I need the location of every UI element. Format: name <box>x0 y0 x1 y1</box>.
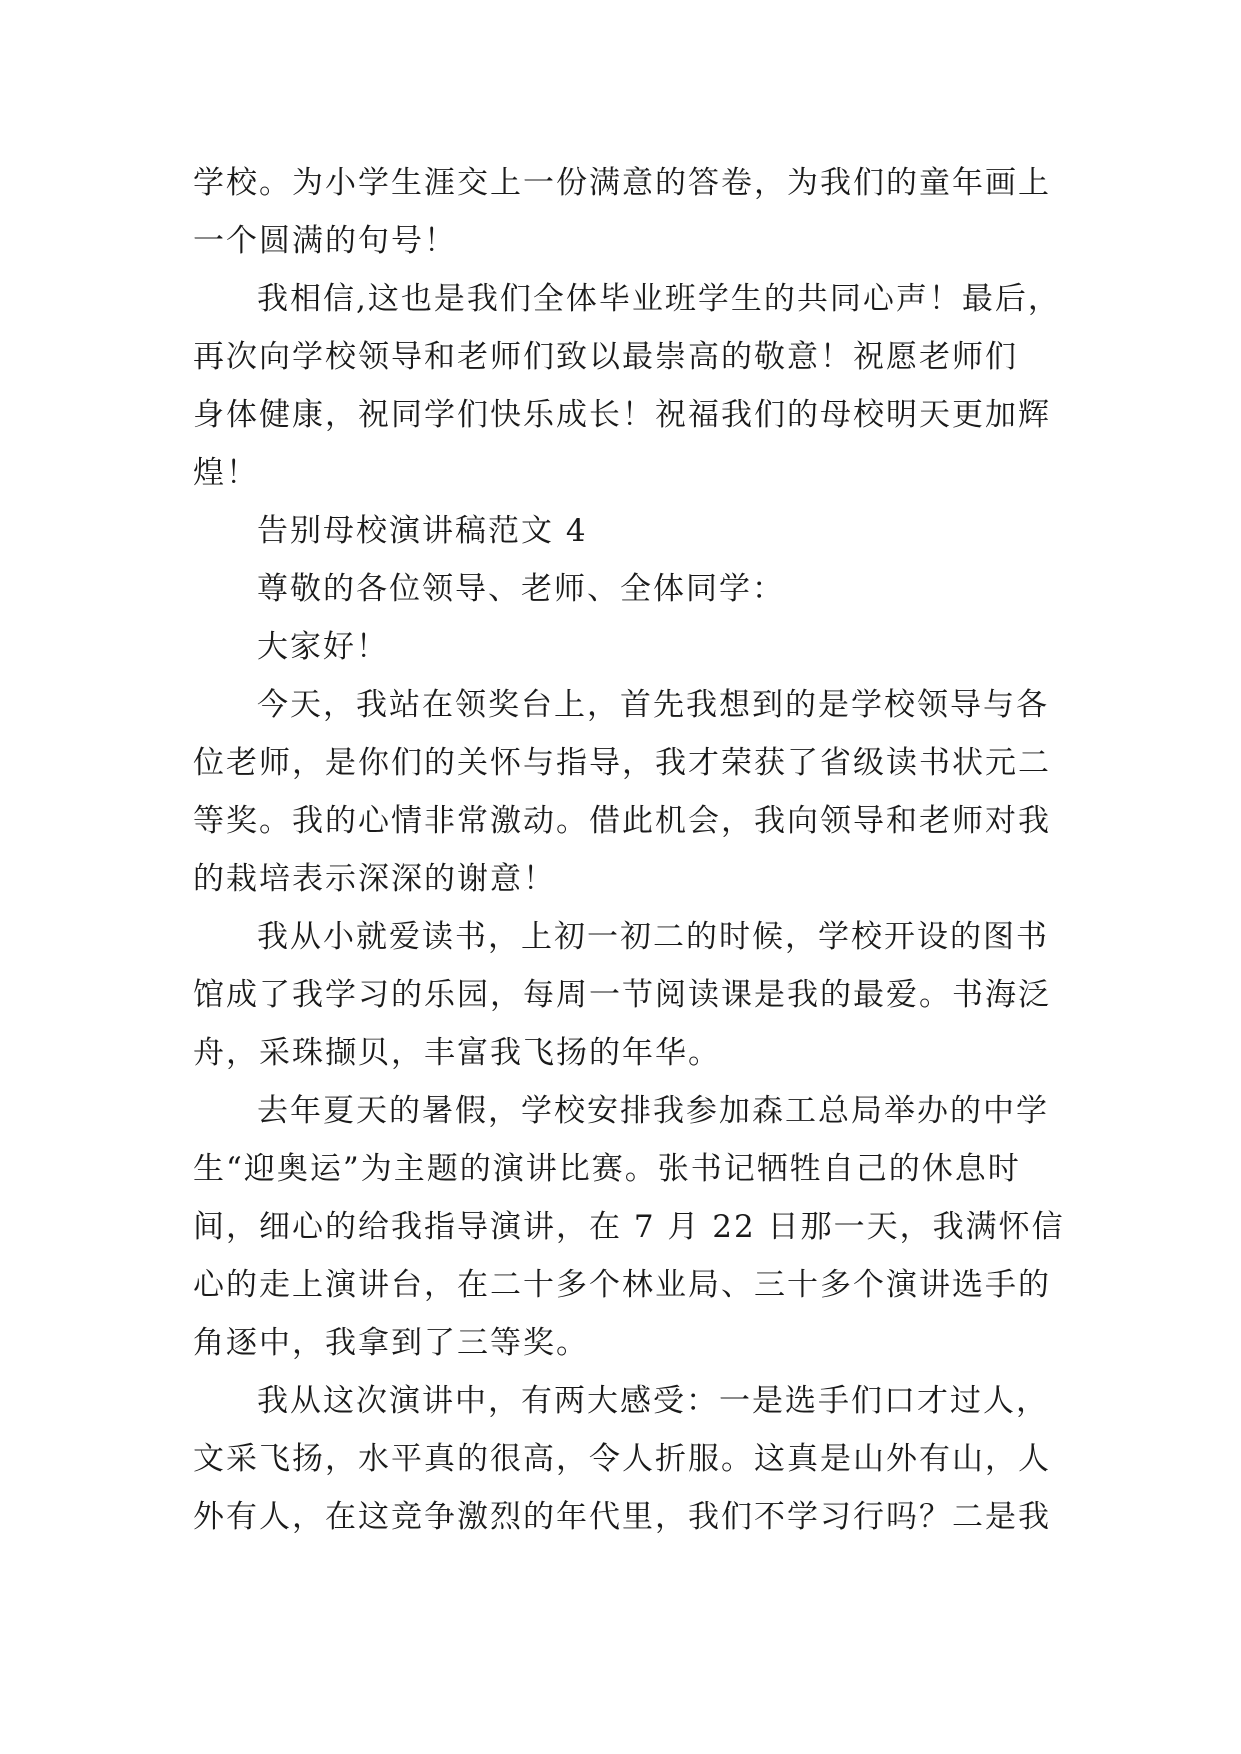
text-line: 外有人，在这竞争激烈的年代里，我们不学习行吗？二是我 <box>193 1499 1051 1535</box>
salutation: 尊敬的各位领导、老师、全体同学： <box>257 571 785 607</box>
document-body <box>193 154 1073 1546</box>
text-line: 煌！ <box>193 455 259 491</box>
text-line: 角逐中，我拿到了三等奖。 <box>193 1325 589 1361</box>
text-line: 舟，采珠撷贝，丰富我飞扬的年华。 <box>193 1035 721 1071</box>
text-line: 心的走上演讲台，在二十多个林业局、三十多个演讲选手的 <box>193 1267 1051 1303</box>
text-line: 学校。为小学生涯交上一份满意的答卷，为我们的童年画上 <box>193 165 1051 201</box>
text-line: 今天，我站在领奖台上，首先我想到的是学校领导与各 <box>257 687 1049 723</box>
section-heading: 告别母校演讲稿范文 4 <box>257 513 588 549</box>
text-line: 我从小就爱读书，上初一初二的时候，学校开设的图书 <box>257 919 1049 955</box>
text-line: 我从这次演讲中，有两大感受：一是选手们口才过人， <box>257 1383 1049 1419</box>
text-line: 间，细心的给我指导演讲，在 7 月 22 日那一天，我满怀信 <box>193 1209 1065 1245</box>
text-line: 等奖。我的心情非常激动。借此机会，我向领导和老师对我 <box>193 803 1051 839</box>
text-line: 身体健康，祝同学们快乐成长！祝福我们的母校明天更加辉 <box>193 397 1051 433</box>
text-line: 文采飞扬，水平真的很高，令人折服。这真是山外有山，人 <box>193 1441 1051 1477</box>
text-line: 我相信,这也是我们全体毕业班学生的共同心声！最后， <box>257 281 1061 317</box>
text-line: 的栽培表示深深的谢意！ <box>193 861 556 897</box>
text-line: 一个圆满的句号！ <box>193 223 457 259</box>
greeting: 大家好！ <box>257 629 389 665</box>
text-line: 位老师，是你们的关怀与指导，我才荣获了省级读书状元二 <box>193 745 1051 781</box>
text-line: 馆成了我学习的乐园，每周一节阅读课是我的最爱。书海泛 <box>193 977 1051 1013</box>
text-line: 去年夏天的暑假，学校安排我参加森工总局举办的中学 <box>257 1093 1049 1129</box>
text-line: 再次向学校领导和老师们致以最崇高的敬意！祝愿老师们 <box>193 339 1018 375</box>
text-line: 生“迎奥运”为主题的演讲比赛。张书记牺牲自己的休息时 <box>193 1151 1021 1187</box>
